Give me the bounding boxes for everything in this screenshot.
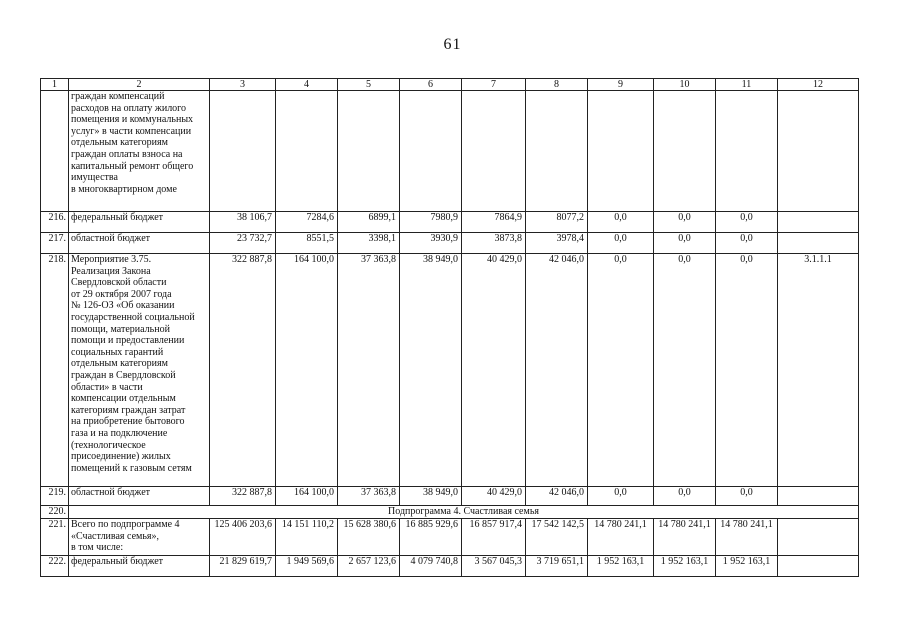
description-cell: Мероприятие 3.75. Реализация Закона Свердловской области от 29 октября 2007 года № 126-ОЗ «Об оказании государственной социальной помощи, материальной помощи и предоставлении социальных гарантий отдельным категориям граждан в Свердловской области» в части компенсации отдельным категориям граждан затрат на приобретение бытового газа и на подключение (технологическое присоединение) жилых помещений к газовым сетям: [69, 254, 210, 487]
value-cell: 38 106,7: [210, 212, 276, 233]
value-cell: 37 363,8: [338, 254, 400, 487]
header-cell: 8: [526, 79, 588, 91]
value-cell: [588, 91, 654, 212]
value-cell: 40 429,0: [462, 487, 526, 506]
table-row: [41, 556, 859, 577]
header-cell: 7: [462, 79, 526, 91]
table-row: [41, 233, 859, 254]
table-row: [41, 506, 859, 519]
header-cell: 9: [588, 79, 654, 91]
row-number-cell: 216.: [41, 212, 69, 233]
value-cell: 1 949 569,6: [276, 556, 338, 577]
code-cell: [778, 487, 859, 506]
header-cell: 5: [338, 79, 400, 91]
header-cell: 10: [654, 79, 716, 91]
budget-table: [40, 78, 859, 577]
value-cell: 7284,6: [276, 212, 338, 233]
value-cell: 3978,4: [526, 233, 588, 254]
description-cell: федеральный бюджет: [69, 212, 210, 233]
value-cell: 17 542 142,5: [526, 519, 588, 556]
value-cell: 14 780 241,1: [588, 519, 654, 556]
value-cell: 3 719 651,1: [526, 556, 588, 577]
value-cell: 0,0: [716, 233, 778, 254]
row-number-cell: 221.: [41, 519, 69, 556]
value-cell: 0,0: [588, 233, 654, 254]
value-cell: [654, 91, 716, 212]
code-cell: [778, 212, 859, 233]
value-cell: [210, 91, 276, 212]
value-cell: 0,0: [654, 212, 716, 233]
value-cell: 8551,5: [276, 233, 338, 254]
value-cell: 38 949,0: [400, 254, 462, 487]
value-cell: 15 628 380,6: [338, 519, 400, 556]
value-cell: 0,0: [588, 212, 654, 233]
table-row: [41, 212, 859, 233]
table-row: [41, 487, 859, 506]
header-cell: 6: [400, 79, 462, 91]
value-cell: 42 046,0: [526, 487, 588, 506]
row-number-cell: [41, 91, 69, 212]
table-row: [41, 254, 859, 487]
header-row: [41, 79, 859, 91]
value-cell: 3873,8: [462, 233, 526, 254]
value-cell: 37 363,8: [338, 487, 400, 506]
value-cell: 0,0: [588, 254, 654, 487]
description-cell: граждан компенсаций расходов на оплату жилого помещения и коммунальных услуг» в части компенсации отдельным категориям граждан оплаты взноса на капитальный ремонт общего имущества в многоквартирном доме: [69, 91, 210, 212]
page-number: 61: [443, 36, 462, 53]
value-cell: 1 952 163,1: [654, 556, 716, 577]
value-cell: 3398,1: [338, 233, 400, 254]
value-cell: [400, 91, 462, 212]
row-number-cell: 219.: [41, 487, 69, 506]
value-cell: 23 732,7: [210, 233, 276, 254]
subprogram-title-cell: Подпрограмма 4. Счастливая семья: [69, 506, 859, 519]
row-number-cell: 218.: [41, 254, 69, 487]
value-cell: 0,0: [716, 212, 778, 233]
value-cell: 2 657 123,6: [338, 556, 400, 577]
value-cell: 14 151 110,2: [276, 519, 338, 556]
value-cell: 3930,9: [400, 233, 462, 254]
value-cell: 7864,9: [462, 212, 526, 233]
value-cell: 322 887,8: [210, 487, 276, 506]
value-cell: 38 949,0: [400, 487, 462, 506]
value-cell: [276, 91, 338, 212]
header-cell: 2: [69, 79, 210, 91]
description-cell: Всего по подпрограмме 4 «Счастливая семья», в том числе:: [69, 519, 210, 556]
value-cell: 42 046,0: [526, 254, 588, 487]
value-cell: 16 885 929,6: [400, 519, 462, 556]
table-row: [41, 519, 859, 556]
header-cell: 4: [276, 79, 338, 91]
table-row: [41, 91, 859, 212]
value-cell: 164 100,0: [276, 254, 338, 487]
header-cell: 12: [778, 79, 859, 91]
header-cell: 11: [716, 79, 778, 91]
value-cell: 3 567 045,3: [462, 556, 526, 577]
code-cell: [778, 233, 859, 254]
description-cell: федеральный бюджет: [69, 556, 210, 577]
value-cell: 0,0: [654, 487, 716, 506]
value-cell: 7980,9: [400, 212, 462, 233]
value-cell: 6899,1: [338, 212, 400, 233]
row-number-cell: 220.: [41, 506, 69, 519]
value-cell: [338, 91, 400, 212]
value-cell: 0,0: [716, 487, 778, 506]
value-cell: 8077,2: [526, 212, 588, 233]
description-cell: областной бюджет: [69, 487, 210, 506]
value-cell: [462, 91, 526, 212]
value-cell: 4 079 740,8: [400, 556, 462, 577]
value-cell: 21 829 619,7: [210, 556, 276, 577]
value-cell: 14 780 241,1: [654, 519, 716, 556]
value-cell: 1 952 163,1: [588, 556, 654, 577]
value-cell: 0,0: [654, 233, 716, 254]
value-cell: 0,0: [716, 254, 778, 487]
value-cell: 125 406 203,6: [210, 519, 276, 556]
value-cell: 14 780 241,1: [716, 519, 778, 556]
description-cell: областной бюджет: [69, 233, 210, 254]
value-cell: 322 887,8: [210, 254, 276, 487]
code-cell: [778, 556, 859, 577]
value-cell: 16 857 917,4: [462, 519, 526, 556]
value-cell: 0,0: [654, 254, 716, 487]
code-cell: [778, 91, 859, 212]
header-cell: 3: [210, 79, 276, 91]
value-cell: 40 429,0: [462, 254, 526, 487]
code-cell: 3.1.1.1: [778, 254, 859, 487]
value-cell: [526, 91, 588, 212]
value-cell: 0,0: [588, 487, 654, 506]
value-cell: 1 952 163,1: [716, 556, 778, 577]
value-cell: [716, 91, 778, 212]
header-cell: 1: [41, 79, 69, 91]
value-cell: 164 100,0: [276, 487, 338, 506]
code-cell: [778, 519, 859, 556]
row-number-cell: 217.: [41, 233, 69, 254]
row-number-cell: 222.: [41, 556, 69, 577]
